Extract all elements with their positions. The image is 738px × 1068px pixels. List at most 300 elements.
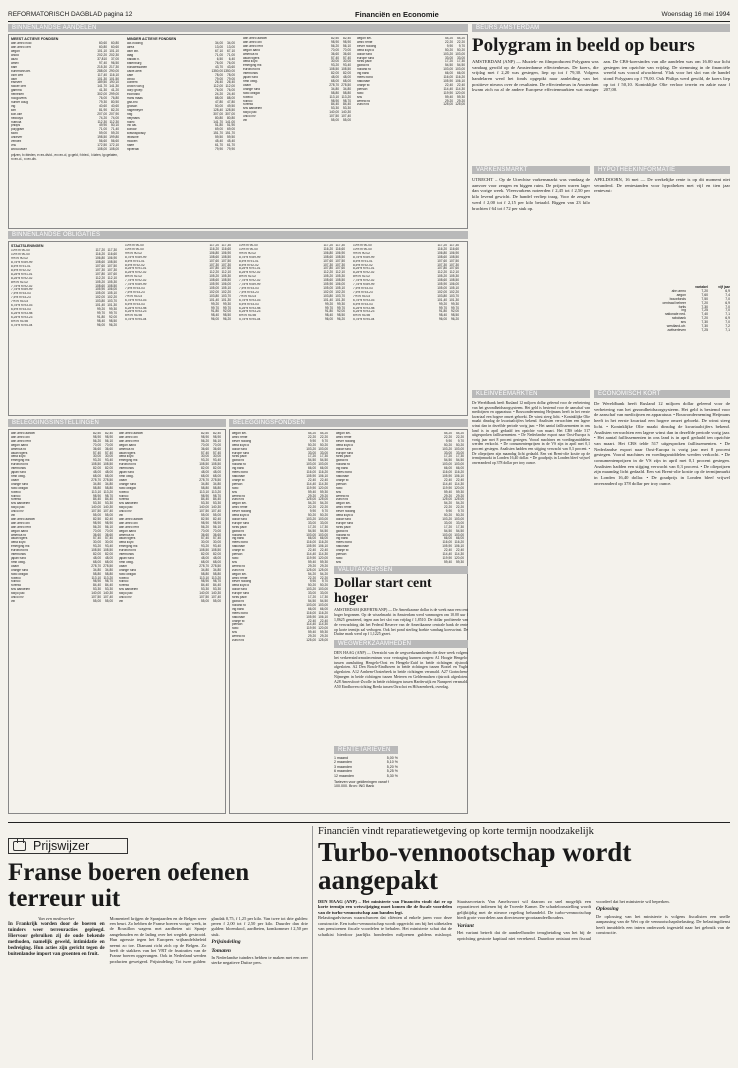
table-row: alrea 13,00 13,00 bbox=[127, 45, 235, 50]
table-row: 9% nl 90-02 106,80 106,90 bbox=[353, 250, 459, 255]
table-note: prijzen, b=bieden, e=ex-divid., ex=ex-cl, g=geld, f=bied., l=laten, lg=gelaten, n=ex-cl., x=ex-div. bbox=[11, 152, 118, 161]
table-row: dollar fund 103,20 103,00 bbox=[232, 516, 328, 521]
beurs-text: AMSTERDAM (ANP) — Muziek- en filmproducent Polygram was vandaag gewild op de Amsterdamse effectenbeurs. De koers, die vrijdag met f 2,20 was gestegen, liep op tot f 79,30. Volgens handelaren werd het fonds opgepikt naar aanleiding van het positieve nieuws over de resultaten. De effectenbeurs in Amsterdam kwam zich na al de andere Europese effectenmarkten wat rustiger aan. De CBS-koersindex van alle aandelen was om 16.00 uur licht gestegen ten opzichte van vrijdag. De stemming in de financiële wereld was vooral afwachtend. Vlak voor het slot van de handel stond Polygram op f 79,00. Ook Philips werd gewild, de koers liep op tot f 50,10. Koninklijke Olie verloor terrein en zakte naar f 207,00. bbox=[472, 58, 730, 93]
table-row: mees bond 116,00 116,20 bbox=[357, 75, 465, 80]
section-kleinvee: KLEINVEEMARKTEN bbox=[472, 390, 590, 398]
table-row: 8,25% nl 92-02 112,20 112,10 bbox=[11, 275, 117, 280]
table-row: fortis pacif 17,20 17,30 bbox=[232, 595, 328, 600]
table-row: sns aandelen 53,30 53,30 bbox=[11, 587, 113, 592]
table-row: global fd 54,50 54,50 bbox=[232, 458, 328, 463]
table-row: 7,5% nl 93-03 105,00 105,10 bbox=[11, 291, 117, 296]
table-row: dollar fund 103,20 103,00 bbox=[336, 516, 464, 521]
table-row: 8,5% nl 91-01 107,60 107,50 bbox=[239, 258, 345, 263]
section-rente: RENTETARIEVEN bbox=[334, 746, 398, 754]
table-row: 10% nl 90-00 117,20 117,30 bbox=[239, 244, 345, 247]
table-row: 6,25% nl 93-98 99,70 99,70 bbox=[11, 310, 117, 315]
table-row: pierson 114,40 114,30 bbox=[232, 552, 328, 557]
table-row: obam 278,70 278,50 bbox=[11, 477, 113, 482]
table-row: 8,5% nl 92-02 107,30 107,30 bbox=[353, 262, 459, 267]
table-row: rolinco 98,90 98,70 bbox=[119, 579, 221, 584]
table-row: eurobond fd 108,50 108,50 bbox=[119, 462, 221, 467]
cart-icon bbox=[13, 841, 26, 851]
table-row: philips 49,90 50,10 bbox=[11, 123, 119, 128]
table-row: abn amro aandel 82,50 82,40 bbox=[119, 516, 221, 521]
table-row: robeco 113,10 113,20 bbox=[119, 575, 221, 580]
table-row: bever holding 9,90 9,70 bbox=[232, 509, 328, 514]
table-row: ing bank 66,00 66,00 bbox=[336, 466, 464, 471]
table-row: amro rente 22,20 22,20 bbox=[336, 434, 464, 439]
table-row: aegon sel. 54,20 54,20 bbox=[336, 432, 464, 435]
table-row: america fd 36,60 36,60 bbox=[243, 51, 351, 56]
table-row: japan fund 48,00 48,00 bbox=[11, 470, 113, 475]
table-row: 6% nl 93-98 98,40 98,50 bbox=[125, 313, 231, 318]
table-row: elsevier 189,50 190,10 bbox=[11, 80, 119, 85]
table-row: tokyo pac 140,00 140,30 bbox=[119, 505, 221, 510]
prijswijzer-sub-tomaten: Tomaten bbox=[211, 947, 231, 954]
table-row: orange fund 34,80 34,80 bbox=[11, 481, 113, 486]
table-row: amro rente 22,20 22,20 bbox=[232, 575, 328, 580]
section-economisch: ECONOMISCH KORT bbox=[594, 390, 730, 398]
table-row: zurich fd 125,00 125,00 bbox=[336, 497, 464, 502]
table-row: delta lloyd 8 50,20 50,20 bbox=[336, 442, 464, 447]
table-row: tokyo pac 140,00 140,30 bbox=[11, 591, 113, 596]
table-row: delta lloyd 30,00 30,00 bbox=[11, 540, 113, 545]
table-row: 6,25% nl 93-98 99,70 99,70 bbox=[239, 305, 345, 310]
table-row: aegon aand 70,00 70,00 bbox=[119, 528, 221, 533]
table-row: sns aandelen 53,30 53,30 bbox=[119, 501, 221, 506]
table-row: europe fund 33,00 33,00 bbox=[232, 450, 328, 455]
turbo-oplossing: De oplossing van het ministerie is volgens fiscalisten een snelle aanpassing van de Wet op de vennootschapsbelasting. De belastingdienst heeft inmiddels een intern onderzoek ingesteld naar het gebruik van de constructie. bbox=[596, 913, 730, 936]
table-row: holland fd 103,00 103,00 bbox=[232, 462, 328, 467]
table-row: abn amro obl 98,90 98,90 bbox=[243, 39, 351, 44]
table-row: wereld fd 29,20 29,20 bbox=[357, 98, 465, 103]
table-row: mees bond 116,00 116,20 bbox=[232, 610, 328, 615]
table-row: bever holding 9,90 9,70 bbox=[232, 579, 328, 584]
table-row: obam 278,70 278,50 bbox=[119, 563, 221, 568]
table-row: bam 215,30 217,30 bbox=[11, 64, 119, 69]
table-row: acf-holding 34,00 34,00 bbox=[127, 41, 235, 46]
table-row: europe fund 33,00 33,00 bbox=[357, 55, 465, 60]
table-row: rorento 84,40 84,40 bbox=[11, 497, 113, 502]
table-row: fortis pacif 17,20 17,30 bbox=[336, 524, 464, 529]
prijswijzer-label: Prijswijzer bbox=[33, 839, 90, 853]
table-row: cate 78,00 78,00 bbox=[127, 72, 235, 77]
table-row: tokyo pac 140,00 140,30 bbox=[243, 110, 351, 115]
table-row: abn amro obl 98,90 98,90 bbox=[119, 520, 221, 525]
section-hypotheek: HYPOTHEEKINFORMATIE bbox=[594, 166, 730, 174]
table-row: unico inv 107,50 107,40 bbox=[243, 114, 351, 119]
table-row: holland fd 103,00 103,00 bbox=[357, 67, 465, 72]
table-row: pierson 114,40 114,30 bbox=[336, 481, 464, 486]
table-row: 10% nl 90-00 117,20 117,30 bbox=[11, 248, 117, 253]
table-row: holland fd 103,00 103,00 bbox=[336, 462, 464, 467]
table-row: amro rente 22,20 22,20 bbox=[336, 505, 464, 510]
table-row: rabo obligat 58,80 58,80 bbox=[119, 571, 221, 576]
table-row: vnu 172,50 172,10 bbox=[11, 142, 119, 147]
table-row: ing bank 66,00 66,00 bbox=[357, 71, 465, 76]
table-row: 8,25% nl 91-01 107,80 107,60 bbox=[353, 266, 459, 271]
turbo-variant: Het variant betreft dat de aandeelhouder terugbetaling van het bij de oprichting gestorte kapitaal niet verrekend. Daardoor ontstaat een fiscaal voordeel dat het ministerie wil beperken. bbox=[457, 898, 670, 941]
table-row: batenburg 76,00 76,00 bbox=[127, 60, 235, 65]
table-row: 7,75% nl 92-02 108,60 108,50 bbox=[125, 278, 231, 283]
turbo-kicker: Financiën vindt reparatiewetgeving op korte termijn noodzakelijk bbox=[318, 826, 594, 837]
table-row: unico inv 107,50 107,40 bbox=[119, 509, 221, 514]
table-row: 10% nl 90-00 116,20 116,60 bbox=[239, 246, 345, 251]
rente-row: 12 maanden 5,30 % bbox=[334, 773, 398, 778]
table-row: vendex 56,60 56,60 bbox=[11, 139, 119, 144]
varkensmarkt-text: UTRECHT – Op de Utrechtse varkensmarkt was vandaag de aanvoer voor zeugen en biggen ruim. De prijzen waren lager dan vorige week. Vleesvarkens noteerden f 2,45 tot f 2,50 per kilo levend gewicht. De handel verliep traag. Voor de zeugen werd f 2,00 tot f 2,15 per kilo betaald. Biggen van 23 kilo brachten f 64 tot f 72 per stuk op. bbox=[472, 177, 590, 211]
table-row: 10% nl 90-00 116,20 116,60 bbox=[125, 246, 231, 251]
table-row: econosto 24,20 24,40 bbox=[127, 92, 235, 97]
table-row: 6,25% nl 93-23 91,80 92,00 bbox=[353, 309, 459, 314]
section-beurs: BEURS AMSTERDAM bbox=[472, 24, 730, 32]
table-row: aegon sel. 54,20 54,20 bbox=[336, 501, 464, 506]
table-row: robeco 113,10 113,20 bbox=[11, 575, 113, 580]
prijswijzer-logo bbox=[8, 838, 128, 854]
table-row: zurich fd 125,00 125,00 bbox=[357, 102, 465, 107]
rente-row: 1 maand 5,00 % bbox=[334, 756, 398, 760]
table-row: global fd 54,50 54,50 bbox=[357, 63, 465, 68]
table-row: oranje fd 22,40 22,40 bbox=[336, 477, 464, 482]
table-row: holland fd 103,00 103,00 bbox=[232, 532, 328, 537]
table-row: asian tigers 57,40 57,40 bbox=[11, 536, 113, 541]
table-row: 8,25% nl 92-02 112,20 112,10 bbox=[239, 270, 345, 275]
table-row: abn amro hold 60,60 60,80 bbox=[11, 41, 119, 46]
table-row: 8,5% nl 91-01 107,60 107,50 bbox=[11, 264, 117, 269]
table-row: content 26,40 26,40 bbox=[127, 80, 235, 85]
table-row: delta lloyd 30,00 30,00 bbox=[119, 454, 221, 459]
table-row: oranje fd 22,40 22,40 bbox=[357, 82, 465, 87]
table-row: 7,75% nl 89-99 105,90 106,00 bbox=[353, 282, 459, 287]
table-row: rolinco 98,90 98,70 bbox=[243, 98, 351, 103]
hypotheek-header: variabel vijf jaar bbox=[695, 285, 730, 289]
table-row: wereld fd 29,20 29,20 bbox=[336, 493, 464, 498]
turbo-headline: Turbo-vennootschap wordt aangepakt bbox=[318, 837, 632, 896]
table-row: amro rente 22,20 22,20 bbox=[357, 39, 465, 44]
table-row: interbonds 82,00 82,00 bbox=[119, 466, 221, 471]
table-row: aegon sel. 54,20 54,20 bbox=[232, 501, 328, 506]
table-row: 8,75% nl 89-99 108,60 108,50 bbox=[11, 260, 117, 265]
table-row: ballast n. 6,50 6,40 bbox=[127, 57, 235, 62]
table-row: 7,5% nl 93-03 105,00 105,10 bbox=[239, 285, 345, 290]
beurs-headline: Polygram in beeld op beurs bbox=[472, 35, 695, 56]
table-row: 8,5% nl 91-01 107,60 107,50 bbox=[353, 258, 459, 263]
table-row: oranje fd 22,40 22,40 bbox=[232, 548, 328, 553]
table-row: robeco 113,10 113,20 bbox=[11, 489, 113, 494]
table-row: 5,75% nl 94-04 96,00 96,20 bbox=[11, 322, 117, 327]
table-row: amev 97,40 96,50 bbox=[11, 60, 119, 65]
table-row: bever holding 9,90 9,70 bbox=[336, 438, 464, 443]
table-row: 6,5% nl 93-03 99,20 99,30 bbox=[239, 301, 345, 306]
hypotheek-row: fortis 7,30 7,0 bbox=[678, 304, 730, 309]
table-row: ahold 202,20 202,30 bbox=[11, 53, 119, 58]
table-row: vib 55,00 55,00 bbox=[11, 513, 113, 518]
hypotheek-row: bouwfonds 7,50 7,0 bbox=[669, 296, 730, 301]
table-row: rabo 119,90 120,00 bbox=[232, 556, 328, 560]
section-valuta: VALUTAKOERSEN bbox=[334, 566, 468, 574]
table-row: zurich fd 125,00 125,00 bbox=[232, 638, 328, 643]
wegwerk-text: DEN HAAG (ANP) — Overzicht van de wegwerkzaamheden die deze week volgens het verkeersinformatiecentrum voor vertraging kunnen zorgen: A1 Hoogte Hengelo: tussen aansluiting Hengelo-Oost en Hengelo-Zuid in beide richtingen rijstrook afgesloten. A2 Den Bosch-Eindhoven in beide richtingen tussen Boxtel en Vught afgesloten. A12 Arnhem-Oosterbeek in beide richtingen versmald. A27 Gorinchem-Nijmegen in beide richtingen tussen Meteren en Geldermalsen rijstrook afgesloten. A28 Amersfoort-Zwolle in beide richtingen tussen Harderwijk en Nunspeet versmald. A50 Eindhoven richting Breda tussen Oirschot en Hilvarenbeek, overdag. bbox=[334, 651, 468, 689]
table-row: 8% nl 92-02 105,20 105,30 bbox=[11, 279, 117, 284]
table-row: amro rente 22,20 22,20 bbox=[232, 505, 328, 510]
table-row: rorento 84,40 84,40 bbox=[119, 583, 221, 588]
hypotheek-table bbox=[594, 286, 730, 381]
table-row: fortis pacif 17,20 17,30 bbox=[232, 454, 328, 459]
table-row: mees bond 116,00 116,20 bbox=[232, 540, 328, 545]
table-row: frans maas 88,00 88,00 bbox=[127, 96, 235, 101]
table-row: dsm 101,30 101,50 bbox=[11, 76, 119, 81]
table-row: vib 55,00 55,00 bbox=[119, 513, 221, 518]
obligaties-table-area bbox=[8, 241, 468, 416]
table-row: abn amro obl 98,90 98,90 bbox=[11, 520, 113, 525]
valuta-text: AMSTERDAM (KRP/RTR/ANP) — De Amerikaanse dollar is de week naar een cent hoger begonnen. Op de wisselmarkt in Amsterdam werd vanmorgen om 10.00 uur f 1,8625 genoteerd, tegen aan het slot van vrijdag f 1,8510. De dollar profiteerde van de verwachting dat het Federal Reserve van de Amerikaanse centrale bank de rente op korte termijn zal verhogen. Ook het pond sterling boekte vandaag koerswinst. De Duitse mark werd op f 1,1225 gezet. bbox=[334, 608, 468, 637]
table-row: abn amro rent 56,20 56,10 bbox=[119, 438, 221, 443]
table-row: unico inv 107,50 107,40 bbox=[119, 595, 221, 600]
table-row: nationale 105,90 106,10 bbox=[232, 544, 328, 549]
table-row: sns 59,40 59,30 bbox=[357, 94, 465, 99]
prijswijzer-kicker: Van een medewerker bbox=[38, 915, 75, 921]
table-row: bever holding 9,90 9,70 bbox=[336, 509, 464, 514]
table-row: 9% nl 90-02 106,80 106,90 bbox=[11, 256, 117, 261]
table-row: rabo 119,90 120,00 bbox=[336, 556, 464, 560]
table-row: klm 81,90 82,20 bbox=[11, 107, 119, 112]
table-row: rabo obligat 58,80 58,80 bbox=[243, 90, 351, 95]
table-row: vib 55,00 55,00 bbox=[119, 598, 221, 603]
table-row: ing bank 66,00 66,00 bbox=[232, 466, 328, 471]
table-row: 6,75% nl 93-03 101,40 101,30 bbox=[11, 303, 117, 308]
table-row: europe fund 33,00 33,00 bbox=[232, 591, 328, 596]
table-row: vib 55,00 55,00 bbox=[11, 598, 113, 603]
turbo-sub-oplossing: Oplossing bbox=[596, 906, 619, 913]
table-row: wereld fd 29,20 29,20 bbox=[232, 563, 328, 568]
table-row: japan fund 48,00 48,00 bbox=[119, 556, 221, 560]
table-row: bever holding 9,90 9,70 bbox=[232, 438, 328, 443]
table-row: holland fd 103,00 103,00 bbox=[232, 602, 328, 607]
table-row: asian tigers 57,40 57,40 bbox=[243, 55, 351, 60]
table-row: japan fund 48,00 48,00 bbox=[11, 556, 113, 560]
table-row: rorento 84,40 84,40 bbox=[119, 497, 221, 502]
table-row: 7,5% nl 93-03 105,00 105,10 bbox=[125, 285, 231, 290]
table-row: interbonds 82,00 82,00 bbox=[119, 552, 221, 557]
table-row: naeff 61,70 61,70 bbox=[127, 142, 235, 147]
table-row: gist-bro 47,80 47,80 bbox=[127, 100, 235, 104]
table-row: delta lloyd 30,00 30,00 bbox=[119, 540, 221, 545]
table-row: america fd 36,60 36,60 bbox=[119, 532, 221, 537]
table-row: abn amro rent 56,20 56,10 bbox=[243, 43, 351, 48]
table-row: delta lloyd 8 50,20 50,20 bbox=[357, 47, 465, 52]
table-row: robeco 113,10 113,20 bbox=[243, 94, 351, 99]
table-row: 7% nl 93-03 103,80 103,70 bbox=[239, 293, 345, 298]
table-row: obam 278,70 278,50 bbox=[243, 82, 351, 87]
table-row: interbonds 82,00 82,00 bbox=[11, 466, 113, 471]
header-rule bbox=[8, 21, 730, 22]
table-row: crown van g 112,00 112,00 bbox=[127, 84, 235, 89]
table-row: asian tigers 57,40 57,40 bbox=[11, 450, 113, 455]
table-row: 7,75% nl 92-02 108,60 108,50 bbox=[239, 278, 345, 283]
table-row: sns 59,40 59,30 bbox=[336, 489, 464, 494]
page-header-center: Financiën en Economie bbox=[355, 9, 439, 19]
table-row: rorento 84,40 84,40 bbox=[11, 583, 113, 588]
table-row: eurobond fd 108,50 108,50 bbox=[11, 462, 113, 467]
table-row: 7% nl 93-03 103,80 103,70 bbox=[11, 299, 117, 304]
table-row: emerging mk 93,20 93,40 bbox=[119, 458, 221, 463]
beurs-article bbox=[472, 34, 730, 162]
table-row: krasnapolsky 151,70 151,70 bbox=[127, 131, 235, 136]
table-row: rabo 119,90 120,00 bbox=[232, 626, 328, 631]
rente-row: 3 maanden 5,20 % bbox=[334, 764, 398, 769]
hypotheek-row: westland-utr. 7,30 7,2 bbox=[666, 324, 730, 329]
table-row: 6,25% nl 93-98 99,70 99,70 bbox=[353, 305, 459, 310]
table-row: delta lloyd 30,00 30,00 bbox=[243, 59, 351, 64]
table-row: abn amro rent 56,20 56,10 bbox=[11, 438, 113, 443]
table-row: 6,75% nl 93-03 101,40 101,30 bbox=[125, 297, 231, 302]
table-row: sns aandelen 53,30 53,30 bbox=[243, 106, 351, 111]
rente-row: 2 maanden 5,10 % bbox=[334, 760, 398, 765]
table-row: wereld fd 29,20 29,20 bbox=[232, 493, 328, 498]
table-row: abn amro cert 60,80 60,60 bbox=[11, 45, 119, 50]
table-row: nmb oblig. 68,00 68,00 bbox=[11, 473, 113, 478]
table-row: america fd 36,60 36,60 bbox=[11, 446, 113, 451]
table-row: global fd 54,50 54,50 bbox=[232, 598, 328, 603]
table-row: holland fd 103,00 103,00 bbox=[336, 532, 464, 537]
page-header-left: REFORMATORISCH DAGBLAD pagina 12 bbox=[8, 10, 133, 18]
table-row: aegon sel. 54,20 54,20 bbox=[232, 432, 328, 435]
table-row: amro rente 22,20 22,20 bbox=[232, 434, 328, 439]
table-row: 6,5% nl 93-03 99,20 99,30 bbox=[11, 307, 117, 311]
table-row: unico inv 107,50 107,40 bbox=[11, 595, 113, 600]
table-row: nijverdal 79,90 79,90 bbox=[127, 146, 235, 151]
table-row: rolinco 98,90 98,70 bbox=[11, 579, 113, 584]
table-row: stork 59,00 59,20 bbox=[11, 131, 119, 136]
table-row: fortis pacif 17,20 17,30 bbox=[357, 59, 465, 64]
hypotheek-row: ing 7,25 7,0 bbox=[681, 308, 730, 313]
table-row: abn amro obl 98,90 98,90 bbox=[119, 434, 221, 439]
table-row: abn amro aandel 82,50 82,40 bbox=[11, 516, 113, 521]
table-row: fortis pacif 17,20 17,30 bbox=[336, 454, 464, 459]
table-row: unico inv 107,50 107,40 bbox=[11, 509, 113, 514]
table-row: tokyo pac 140,00 140,30 bbox=[119, 591, 221, 596]
table-row: grolsch 50,00 49,50 bbox=[127, 103, 235, 108]
table-row: nmb oblig. 68,00 68,00 bbox=[119, 559, 221, 564]
page-header-right: Woensdag 16 mei 1994 bbox=[661, 10, 730, 18]
table-row: 8,25% nl 91-01 107,80 107,60 bbox=[239, 266, 345, 271]
table-row: 8% nl 92-02 105,20 105,30 bbox=[239, 274, 345, 279]
column-divider bbox=[312, 826, 313, 1060]
table-row: europe fund 33,00 33,00 bbox=[336, 450, 464, 455]
table-row: nmb oblig. 68,00 68,00 bbox=[243, 78, 351, 83]
kleinvee-text: De Wereldbank heeft Rusland 12 miljoen dollar geleend voor de verbetering van het gezondheidszorgsysteem. Het geld is bestemd voor de aanschaf van medicijnen en apparatuur. • Bouwonderneming Heijmans heeft in het eerste kwartaal een hogere omzet geboekt. De winst steeg licht. • Koninklijke Olie maakt dinsdag de kwartaalcijfers bekend. Analisten verwachten een lagere winst dan in dezelfde periode vorig jaar. • Het aantal faillissementen in ons land is in april gedaald ten opzichte van maart. Het CBS telde 517 uitgesproken faillissementen. • De Nederlandse export naar Oost-Europa is vorig jaar met 8 procent gestegen. Vooral machines en voedingsmiddelen werden verkocht. • De consumentenprijzen in de VS zijn in april met 0,1 procent gestegen. Analisten hadden een stijging verwacht van 0,3 procent. • De olieprijzen zijn maandag licht gedaald. Een vat Brent-olie kostte op de termijnmarkt in Londen 16,40 dollar. • De goudprijs in Londen bleef vrijwel onveranderd op 378 dollar per troy ounce. bbox=[472, 401, 590, 465]
table-row: europe fund 33,00 33,00 bbox=[232, 520, 328, 525]
table-row: emerging mk 93,20 93,40 bbox=[11, 544, 113, 549]
table-row: japan fund 48,00 48,00 bbox=[119, 470, 221, 475]
table-row: sns 59,40 59,30 bbox=[232, 630, 328, 635]
table-row: 10% nl 90-00 117,20 117,30 bbox=[353, 244, 459, 247]
section-beleggingsinstellingen: BELEGGINGSINSTELLINGEN bbox=[8, 419, 226, 427]
table-row: holec 141,70 141,00 bbox=[127, 119, 235, 124]
table-row: 6,25% nl 93-98 99,70 99,70 bbox=[125, 305, 231, 310]
table-row: 9% nl 90-02 106,80 106,90 bbox=[239, 250, 345, 255]
table-row: nationale 105,90 106,10 bbox=[336, 473, 464, 478]
table-title: MINDER ACTIEVE FONDSEN bbox=[127, 37, 177, 41]
table-row: nationale 105,90 106,10 bbox=[357, 78, 465, 83]
table-row: abn amro aandel 82,50 82,40 bbox=[119, 432, 221, 435]
hypotheek-row: abn amro 7,20 6,9 bbox=[671, 288, 730, 293]
table-row: global fd 54,50 54,50 bbox=[232, 528, 328, 533]
table-row: aegon aand 70,00 70,00 bbox=[11, 528, 113, 533]
section-varkensmarkt: VARKENSMARKT bbox=[472, 166, 590, 174]
table-row: 6,5% nl 93-03 99,20 99,30 bbox=[353, 301, 459, 306]
table-row: mees bond 116,00 116,20 bbox=[232, 470, 328, 475]
table-row: 6% nl 93-98 98,40 98,50 bbox=[353, 313, 459, 318]
table-row: calvé-delft 1350,00 1350,00 bbox=[127, 68, 235, 73]
table-row: nutricia 112,30 112,30 bbox=[11, 119, 119, 124]
table-row: obam 278,70 278,50 bbox=[11, 563, 113, 568]
table-row: 7,5% nl 93-23 102,00 102,20 bbox=[125, 289, 231, 294]
table-row: 10% nl 90-00 117,20 117,30 bbox=[125, 244, 231, 247]
table-row: eurobond fd 108,50 108,50 bbox=[243, 67, 351, 72]
table-row: pierson 114,40 114,30 bbox=[232, 481, 328, 486]
table-row: ihc cal. 51,80 51,90 bbox=[127, 123, 235, 128]
table-row: eurobond fd 108,50 108,50 bbox=[11, 548, 113, 553]
table-row: zurich fd 125,00 125,00 bbox=[232, 497, 328, 502]
table-row: delta lloyd 30,00 30,00 bbox=[11, 454, 113, 459]
bottom-rule bbox=[8, 822, 730, 823]
table-row: 7,5% nl 93-23 102,00 102,20 bbox=[353, 289, 459, 294]
table-row: nationale 105,90 106,10 bbox=[232, 614, 328, 619]
table-row: abn amro rent 56,20 56,10 bbox=[11, 524, 113, 529]
table-row: eurobond fd 108,50 108,50 bbox=[119, 548, 221, 553]
table-row: aegon sel. 54,20 54,20 bbox=[357, 37, 465, 40]
table-row: orange fund 34,80 34,80 bbox=[243, 86, 351, 91]
table-row: ing 40,60 40,60 bbox=[11, 103, 119, 108]
aandelen-table-area bbox=[8, 34, 468, 229]
hypotheek-row: nationale ned. 7,40 7,1 bbox=[664, 312, 730, 317]
table-row: 8,5% nl 92-02 107,30 107,30 bbox=[11, 267, 117, 272]
table-row: fokker cert 141,70 141,30 bbox=[11, 84, 119, 89]
table-row: 7,75% nl 89-99 105,90 106,00 bbox=[239, 282, 345, 287]
section-aandelen: BINNENLANDSE AANDELEN bbox=[8, 24, 468, 32]
table-row: 8,75% nl 89-99 108,60 108,50 bbox=[353, 254, 459, 259]
table-row: kondor 69,00 69,00 bbox=[127, 127, 235, 132]
table-row: 6% nl 93-98 98,40 98,50 bbox=[239, 313, 345, 318]
table-row: 9% nl 90-02 106,80 106,90 bbox=[125, 250, 231, 255]
hypotheek-row: rabobank 7,20 6,9 bbox=[671, 316, 730, 321]
table-row: 7% nl 93-03 103,80 103,70 bbox=[125, 293, 231, 298]
table-row: rolinco 98,90 98,70 bbox=[11, 493, 113, 498]
table-row: aegon aand 70,00 70,00 bbox=[11, 442, 113, 447]
prijswijzer-lead: In Frankrijk worden door de boeren en tuinders weer terreuracties gepleegd. Hiervoor gebruiken zij de oude bekende methoden, namelijk geweld, intimidatie en bedreiging. Hun acties zijn gericht tegen de buitenlandse import van groenten en fruit. bbox=[8, 921, 105, 957]
table-row: 8,75% nl 89-99 108,60 108,50 bbox=[125, 254, 231, 259]
table-row: oranje fd 22,40 22,40 bbox=[232, 477, 328, 482]
table-row: cindu 79,00 79,00 bbox=[127, 76, 235, 81]
table-row: obam 278,70 278,50 bbox=[119, 477, 221, 482]
table-row: 7% nl 93-03 103,80 103,70 bbox=[353, 293, 459, 298]
table-row: interbonds 82,00 82,00 bbox=[243, 71, 351, 76]
hypotheek-row: zwitserleven 7,25 7,1 bbox=[667, 327, 730, 332]
table-row: aegon aand 70,00 70,00 bbox=[243, 47, 351, 52]
table-row: 7,75% nl 92-02 108,60 108,50 bbox=[353, 278, 459, 283]
table-row: ing bank 66,00 66,00 bbox=[232, 606, 328, 611]
table-row: delta lloyd 8 50,20 50,20 bbox=[336, 513, 464, 518]
table-row: wereld fd 29,20 29,20 bbox=[232, 634, 328, 639]
table-row: emerging mk 93,20 93,40 bbox=[243, 63, 351, 68]
table-row: sns 59,40 59,30 bbox=[336, 559, 464, 564]
table-row: wolt.kluwer 108,00 108,00 bbox=[11, 146, 119, 151]
table-row: delta lloyd 8 50,20 50,20 bbox=[232, 583, 328, 588]
table-row: hagemeyer 128,40 128,50 bbox=[127, 107, 235, 112]
table-row: bolswessanen 43,70 43,60 bbox=[127, 64, 235, 69]
table-row: hunter doug 79,30 80,50 bbox=[11, 100, 119, 104]
